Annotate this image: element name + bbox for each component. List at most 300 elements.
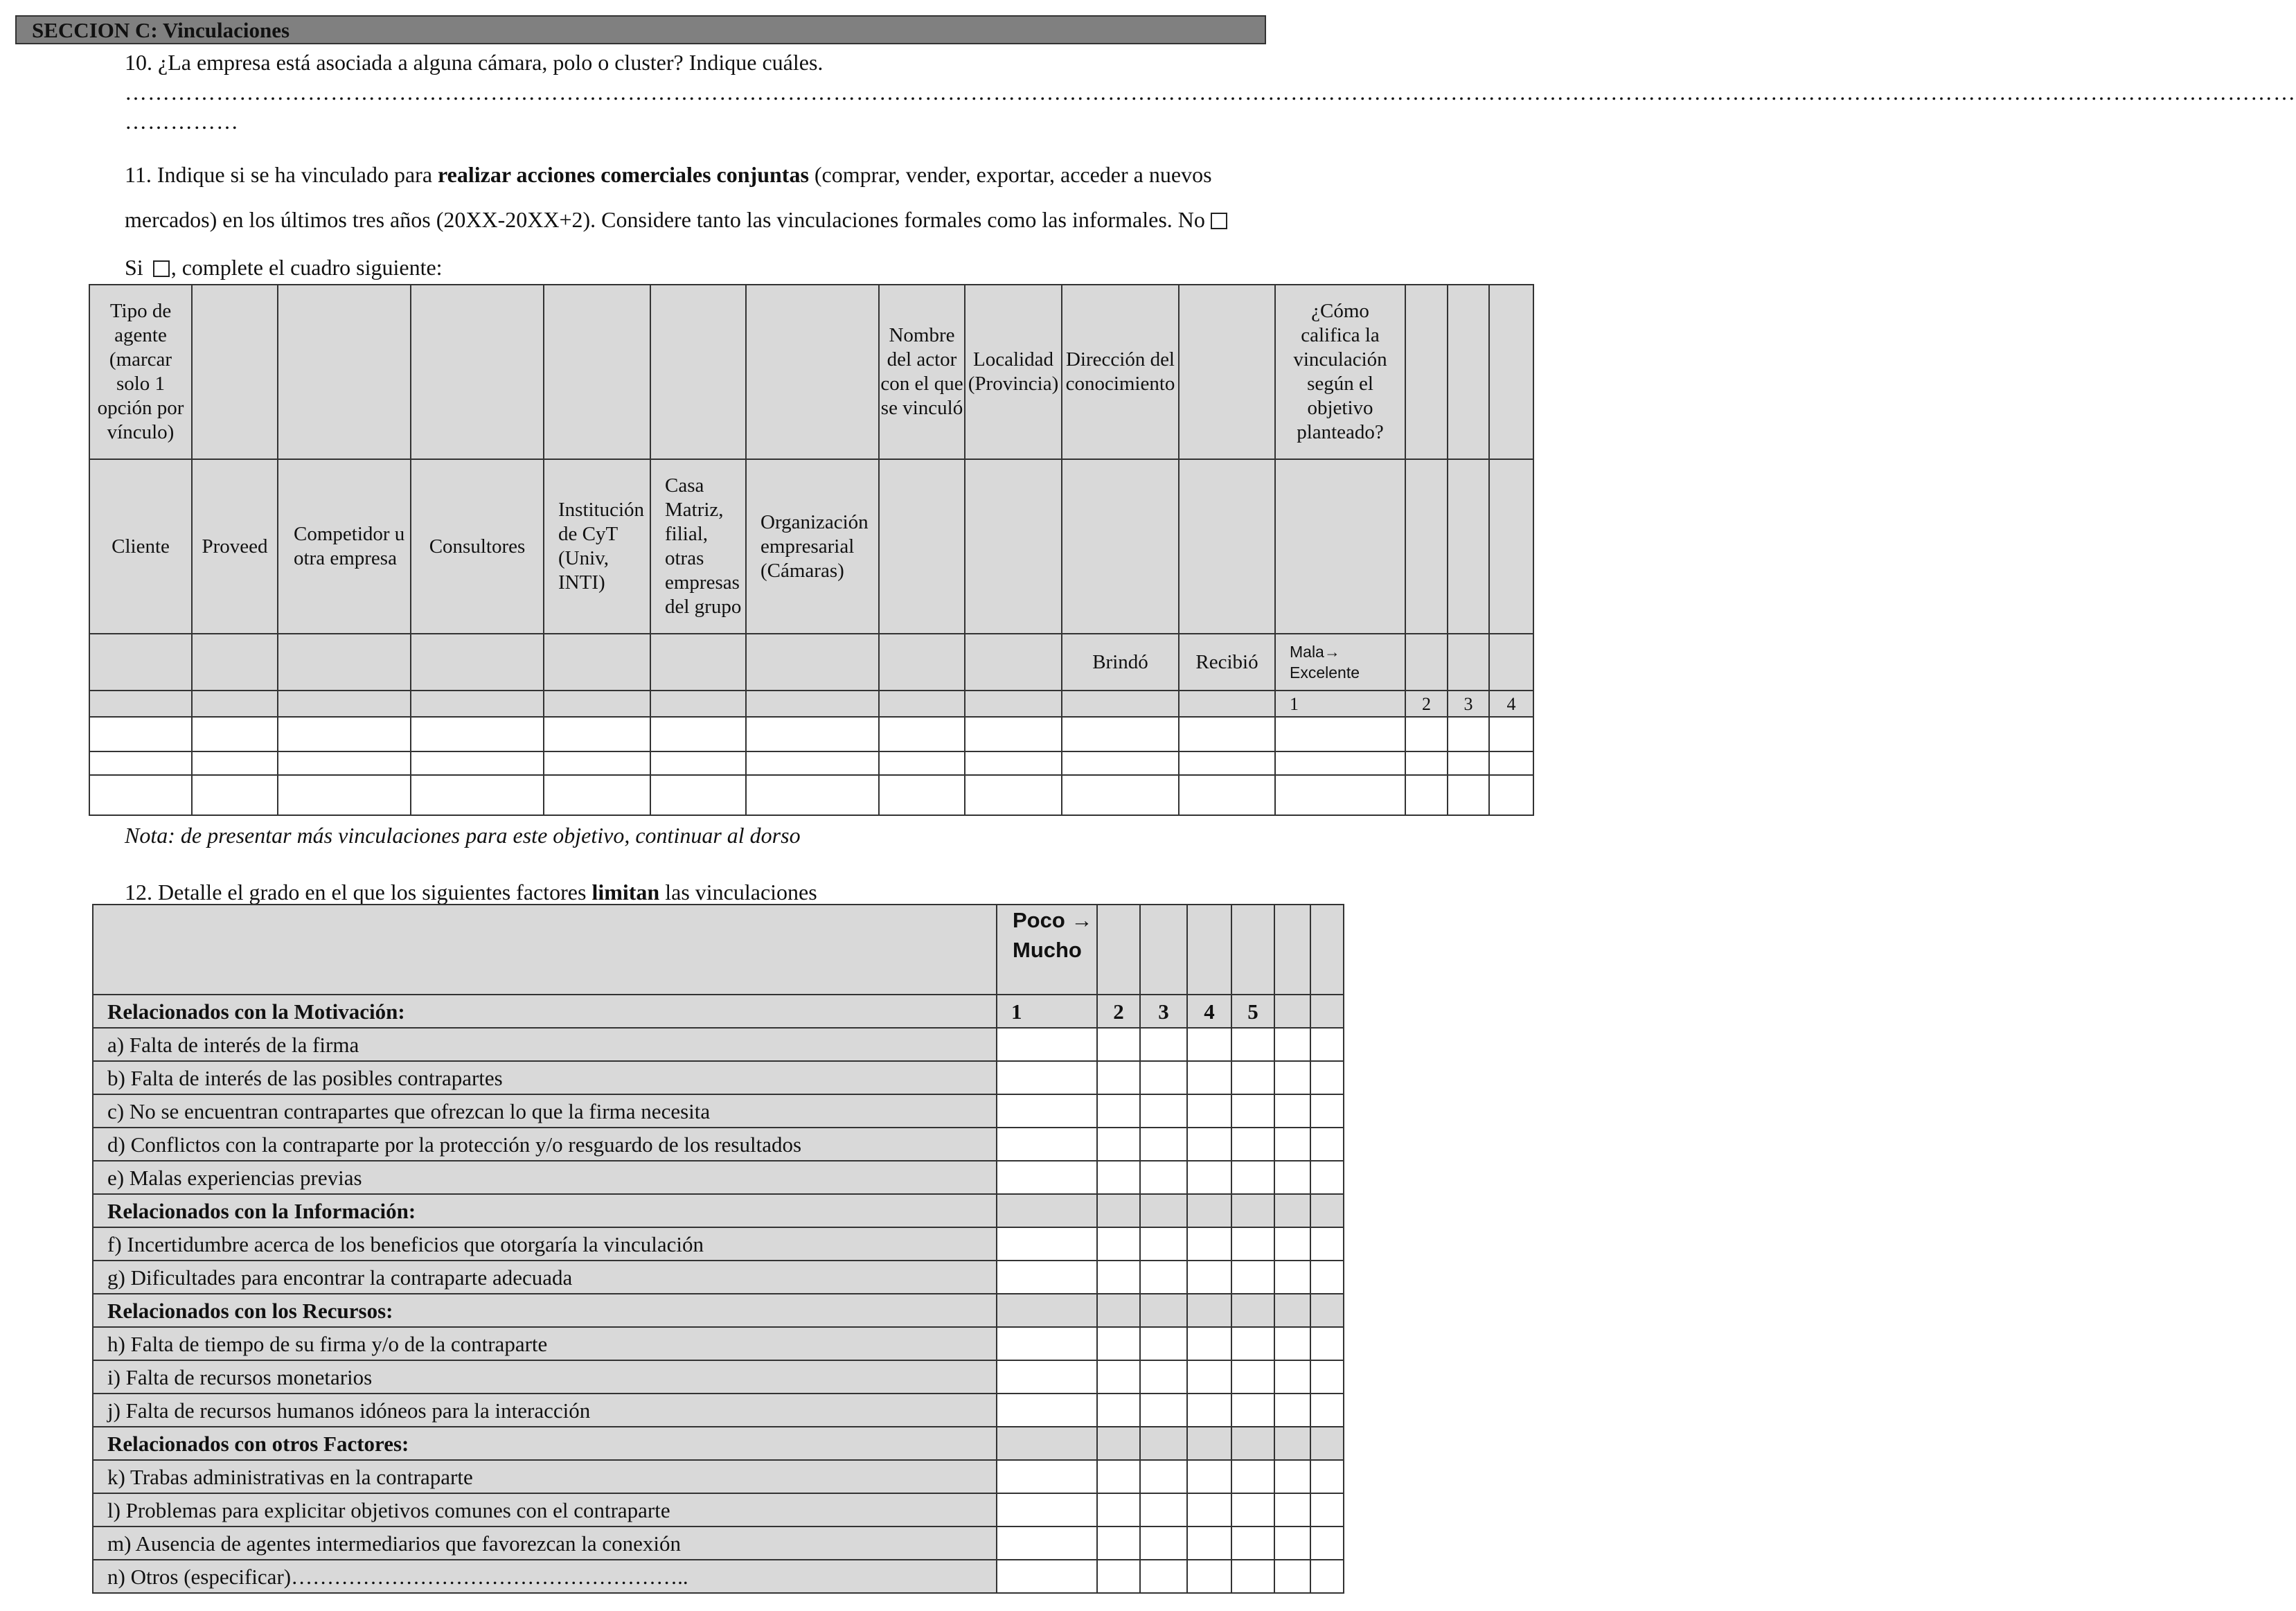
table-cell — [879, 634, 965, 691]
rating-cell[interactable] — [1140, 1493, 1187, 1527]
rating-cell[interactable] — [1310, 1161, 1344, 1194]
table-cell — [1231, 1427, 1274, 1460]
factor-label: k) Trabas administrativas en la contraparte — [93, 1460, 997, 1493]
vinculaciones-table — [89, 284, 1534, 816]
scale-1: 1 — [1275, 691, 1405, 717]
rating-cell[interactable] — [1310, 1327, 1344, 1360]
rating-cell[interactable] — [997, 1560, 1097, 1593]
factor-label: i) Falta de recursos monetarios — [93, 1360, 997, 1394]
table-cell — [544, 285, 650, 459]
agent-type-row — [89, 459, 1533, 634]
factor-row — [93, 1560, 1344, 1593]
factor-row — [93, 1527, 1344, 1560]
rating-cell[interactable] — [1231, 1161, 1274, 1194]
califica-header: ¿Cómo califica la vinculación según el objetivo planteado? — [1275, 285, 1405, 459]
agent-cliente: Cliente — [89, 459, 192, 634]
rating-cell[interactable] — [1097, 1560, 1140, 1593]
factor-label: g) Dificultades para encontrar la contraparte adecuada — [93, 1261, 997, 1294]
question-12-intro: 12. Detalle el grado en el que los siguientes factores — [125, 880, 592, 905]
table-cell — [1062, 691, 1179, 717]
agent-proveedor: Proveed — [192, 459, 278, 634]
rating-cell[interactable] — [1231, 1360, 1274, 1394]
table-cell — [746, 285, 879, 459]
rating-cell[interactable] — [1097, 1128, 1140, 1161]
rating-cell[interactable] — [1187, 1327, 1231, 1360]
table-cell — [1405, 634, 1448, 691]
rating-cell[interactable] — [1310, 1094, 1344, 1128]
rating-cell[interactable] — [1187, 1028, 1231, 1061]
answer-cell[interactable] — [879, 751, 965, 775]
table-cell — [1140, 1427, 1187, 1460]
table-cell — [1231, 905, 1274, 995]
answer-cell[interactable] — [1489, 717, 1533, 751]
scale-2: 2 — [1405, 691, 1448, 717]
answer-cell[interactable] — [879, 775, 965, 815]
answer-cell[interactable] — [650, 775, 746, 815]
factor-label: a) Falta de interés de la firma — [93, 1028, 997, 1061]
answer-cell[interactable] — [544, 717, 650, 751]
table-cell — [1140, 1194, 1187, 1227]
answer-cell[interactable] — [1275, 751, 1405, 775]
rating-cell[interactable] — [997, 1460, 1097, 1493]
answer-cell[interactable] — [89, 751, 192, 775]
rating-cell[interactable] — [1231, 1061, 1274, 1094]
rating-cell[interactable] — [1310, 1493, 1344, 1527]
rating-cell[interactable] — [1274, 1028, 1310, 1061]
answer-cell[interactable] — [192, 775, 278, 815]
table-cell — [1310, 1294, 1344, 1327]
nombre-actor-header: Nombre del actor con el que se vinculó — [879, 285, 965, 459]
rating-cell[interactable] — [997, 1128, 1097, 1161]
rating-cell[interactable] — [997, 1327, 1097, 1360]
table-cell — [997, 1294, 1097, 1327]
table-cell — [1274, 995, 1310, 1028]
answer-cell[interactable] — [746, 751, 879, 775]
rating-cell[interactable] — [1140, 1128, 1187, 1161]
answer-cell[interactable] — [411, 717, 544, 751]
factors-header-row — [93, 905, 1344, 995]
answer-cell[interactable] — [1489, 775, 1533, 815]
table-cell — [879, 459, 965, 634]
answer-cell[interactable] — [1179, 775, 1275, 815]
factor-label: m) Ausencia de agentes intermediarios que favorezcan la conexión — [93, 1527, 997, 1560]
table-cell — [1179, 691, 1275, 717]
factor-row — [93, 1094, 1344, 1128]
answer-cell[interactable] — [965, 775, 1062, 815]
agent-organizacion-empresarial: Organización empresarial (Cámaras) — [746, 459, 879, 634]
rating-cell[interactable] — [1187, 1560, 1231, 1593]
table-cell — [746, 691, 879, 717]
rating-cell[interactable] — [1187, 1128, 1231, 1161]
factor-label: d) Conflictos con la contraparte por la protección y/o resguardo de los resultados — [93, 1128, 997, 1161]
answer-cell[interactable] — [1448, 717, 1489, 751]
rating-cell[interactable] — [1274, 1560, 1310, 1593]
rating-cell[interactable] — [1097, 1327, 1140, 1360]
rating-cell[interactable] — [1231, 1527, 1274, 1560]
table-cell — [1179, 459, 1275, 634]
question-10-answer-line-2[interactable]: …………… — [125, 109, 239, 134]
answer-cell[interactable] — [965, 751, 1062, 775]
rating-cell[interactable] — [1140, 1028, 1187, 1061]
factor-category-row — [93, 1294, 1344, 1327]
factor-category-row — [93, 1427, 1344, 1460]
factor-label: j) Falta de recursos humanos idóneos para la interacción — [93, 1394, 997, 1427]
factor-row — [93, 1261, 1344, 1294]
question-12-emphasis: limitan — [591, 880, 660, 905]
answer-cell[interactable] — [89, 775, 192, 815]
table-cell — [544, 691, 650, 717]
rating-cell[interactable] — [1310, 1360, 1344, 1394]
rating-cell[interactable] — [1231, 1227, 1274, 1261]
rating-cell[interactable] — [1274, 1327, 1310, 1360]
scale-3: 3 — [1140, 995, 1187, 1028]
rating-cell[interactable] — [997, 1161, 1097, 1194]
rating-cell[interactable] — [1187, 1094, 1231, 1128]
table-cell — [1489, 634, 1533, 691]
table-cell — [1140, 905, 1187, 995]
rating-cell[interactable] — [1097, 1527, 1140, 1560]
rating-cell[interactable] — [1231, 1460, 1274, 1493]
table-cell — [1274, 1294, 1310, 1327]
rating-cell[interactable] — [1310, 1394, 1344, 1427]
answer-cell[interactable] — [1448, 751, 1489, 775]
rating-cell[interactable] — [1274, 1527, 1310, 1560]
rating-cell[interactable] — [1187, 1394, 1231, 1427]
agent-competidor: Competidor u otra empresa — [278, 459, 411, 634]
rating-cell[interactable] — [997, 1094, 1097, 1128]
rating-cell[interactable] — [1187, 1527, 1231, 1560]
localidad-header: Localidad (Provincia) — [965, 285, 1062, 459]
rating-cell[interactable] — [1140, 1560, 1187, 1593]
table-cell — [89, 691, 192, 717]
factor-category-label: Relacionados con la Motivación: — [93, 995, 997, 1028]
table-cell — [1448, 634, 1489, 691]
si-checkbox[interactable] — [153, 260, 170, 277]
answer-cell[interactable] — [746, 775, 879, 815]
answer-cell[interactable] — [1062, 717, 1179, 751]
brindo-header: Brindó — [1062, 634, 1179, 691]
rating-cell[interactable] — [1187, 1227, 1231, 1261]
rating-cell[interactable] — [1274, 1360, 1310, 1394]
table-cell — [93, 905, 997, 995]
rating-cell[interactable] — [1274, 1227, 1310, 1261]
table-cell — [1448, 285, 1489, 459]
factor-label: c) No se encuentran contrapartes que ofrezcan lo que la firma necesita — [93, 1094, 997, 1128]
rating-cell[interactable] — [997, 1493, 1097, 1527]
answer-cell[interactable] — [278, 751, 411, 775]
factor-category-label: Relacionados con los Recursos: — [93, 1294, 997, 1327]
table-cell — [1448, 459, 1489, 634]
answer-cell[interactable] — [1489, 751, 1533, 775]
table-cell — [411, 634, 544, 691]
rating-cell[interactable] — [1231, 1493, 1274, 1527]
answer-cell[interactable] — [411, 775, 544, 815]
question-10-text: 10. ¿La empresa está asociada a alguna cámara, polo o cluster? Indique cuáles. — [125, 50, 824, 75]
table-cell — [1310, 905, 1344, 995]
question-10-answer-line-1[interactable]: …………………………………………………………………………………………………………………………………………………………………………………………………………………………………………………………… — [125, 80, 2296, 105]
rating-cell[interactable] — [1310, 1061, 1344, 1094]
no-checkbox[interactable] — [1211, 213, 1227, 229]
rating-cell[interactable] — [1231, 1128, 1274, 1161]
table-cell — [879, 691, 965, 717]
answer-cell[interactable] — [1275, 717, 1405, 751]
table-cell — [278, 285, 411, 459]
answer-cell[interactable] — [192, 717, 278, 751]
agent-consultores: Consultores — [411, 459, 544, 634]
table-cell — [1097, 1427, 1140, 1460]
table-cell — [411, 691, 544, 717]
factor-row — [93, 1327, 1344, 1360]
factor-row — [93, 1493, 1344, 1527]
rating-cell[interactable] — [1274, 1094, 1310, 1128]
rating-cell[interactable] — [997, 1028, 1097, 1061]
rating-cell[interactable] — [1187, 1061, 1231, 1094]
table-cell — [650, 285, 746, 459]
answer-row[interactable] — [89, 717, 1533, 751]
answer-cell[interactable] — [411, 751, 544, 775]
table-cell — [278, 691, 411, 717]
factor-label: f) Incertidumbre acerca de los beneficios que otorgaría la vinculación — [93, 1227, 997, 1261]
table-cell — [1097, 905, 1140, 995]
table-cell — [1489, 459, 1533, 634]
rating-cell[interactable] — [1187, 1460, 1231, 1493]
rating-cell[interactable] — [1140, 1527, 1187, 1560]
question-12-title — [125, 878, 817, 906]
rating-cell[interactable] — [1140, 1161, 1187, 1194]
table-cell — [192, 285, 278, 459]
answer-cell[interactable] — [1405, 717, 1448, 751]
answer-row[interactable] — [89, 751, 1533, 775]
rating-cell[interactable] — [1274, 1394, 1310, 1427]
question-11-line-3 — [125, 253, 443, 281]
table-cell — [1405, 285, 1448, 459]
rating-cell[interactable] — [1140, 1094, 1187, 1128]
factor-category-row — [93, 1194, 1344, 1227]
rating-cell[interactable] — [1231, 1261, 1274, 1294]
rating-cell[interactable] — [1310, 1460, 1344, 1493]
answer-cell[interactable] — [1179, 751, 1275, 775]
table-cell — [1231, 1294, 1274, 1327]
answer-cell[interactable] — [650, 751, 746, 775]
rating-cell[interactable] — [1140, 1061, 1187, 1094]
factor-label: h) Falta de tiempo de su firma y/o de la contraparte — [93, 1327, 997, 1360]
rating-cell[interactable] — [1231, 1094, 1274, 1128]
answer-cell[interactable] — [1448, 775, 1489, 815]
direction-row — [89, 634, 1533, 691]
table-cell — [650, 634, 746, 691]
factor-row — [93, 1460, 1344, 1493]
rating-cell[interactable] — [1097, 1460, 1140, 1493]
table-cell — [1187, 1194, 1231, 1227]
factor-label: e) Malas experiencias previas — [93, 1161, 997, 1194]
table-cell — [1310, 1427, 1344, 1460]
rating-cell[interactable] — [997, 1261, 1097, 1294]
answer-cell[interactable] — [1062, 775, 1179, 815]
answer-cell[interactable] — [192, 751, 278, 775]
table-cell — [1140, 1294, 1187, 1327]
table-header-row — [89, 285, 1533, 459]
scale-5: 5 — [1231, 995, 1274, 1028]
answer-cell[interactable] — [1062, 751, 1179, 775]
rating-cell[interactable] — [1097, 1493, 1140, 1527]
rating-cell[interactable] — [1231, 1028, 1274, 1061]
table-cell — [965, 691, 1062, 717]
answer-cell[interactable] — [1405, 751, 1448, 775]
rating-cell[interactable] — [1274, 1161, 1310, 1194]
rating-cell[interactable] — [1097, 1227, 1140, 1261]
factor-row — [93, 1227, 1344, 1261]
direccion-header: Dirección del conocimiento — [1062, 285, 1179, 459]
factor-label: n) Otros (especificar)……………………………………………….. — [93, 1560, 997, 1593]
table-cell — [1097, 1294, 1140, 1327]
table-cell — [1062, 459, 1179, 634]
answer-cell[interactable] — [965, 717, 1062, 751]
rating-cell[interactable] — [1097, 1061, 1140, 1094]
rating-cell[interactable] — [1310, 1560, 1344, 1593]
table-cell — [1310, 995, 1344, 1028]
poco-mucho-header: Poco → Mucho — [997, 905, 1097, 995]
rating-cell[interactable] — [1140, 1460, 1187, 1493]
rating-cell[interactable] — [1231, 1560, 1274, 1593]
table-cell — [965, 459, 1062, 634]
answer-cell[interactable] — [544, 751, 650, 775]
answer-cell[interactable] — [746, 717, 879, 751]
answer-cell[interactable] — [89, 717, 192, 751]
answer-cell[interactable] — [650, 717, 746, 751]
factor-category-row — [93, 995, 1344, 1028]
rating-cell[interactable] — [997, 1394, 1097, 1427]
table-note: Nota: de presentar más vinculaciones para este objetivo, continuar al dorso — [125, 823, 801, 848]
factor-row — [93, 1028, 1344, 1061]
rating-cell[interactable] — [1187, 1161, 1231, 1194]
question-11-line-1 — [125, 161, 1212, 188]
rating-cell[interactable] — [1140, 1360, 1187, 1394]
table-cell — [1231, 1194, 1274, 1227]
question-11-period-text: mercados) en los últimos tres años (20XX-20XX+2). Considere tanto las vinculaciones formales como las informales. No — [125, 207, 1205, 232]
table-cell — [1187, 1294, 1231, 1327]
tipo-agente-header: Tipo de agente (marcar solo 1 opción por vínculo) — [89, 285, 192, 459]
answer-cell[interactable] — [1405, 775, 1448, 815]
table-cell — [997, 1427, 1097, 1460]
factor-row — [93, 1061, 1344, 1094]
factor-row — [93, 1394, 1344, 1427]
agent-casa-matriz: Casa Matriz, filial, otras empresas del grupo — [650, 459, 746, 634]
table-cell — [650, 691, 746, 717]
rating-cell[interactable] — [1274, 1061, 1310, 1094]
rating-cell[interactable] — [1187, 1493, 1231, 1527]
question-11-emphasis: realizar acciones comerciales conjuntas — [438, 162, 809, 187]
scale-1: 1 — [997, 995, 1097, 1028]
table-cell — [1310, 1194, 1344, 1227]
rating-cell[interactable] — [1274, 1460, 1310, 1493]
factor-row — [93, 1360, 1344, 1394]
recibio-header: Recibió — [1179, 634, 1275, 691]
section-title: SECCION C: Vinculaciones — [15, 15, 1266, 44]
table-cell — [89, 634, 192, 691]
factor-category-label: Relacionados con otros Factores: — [93, 1427, 997, 1460]
table-cell — [192, 691, 278, 717]
table-cell — [1405, 459, 1448, 634]
scale-4: 4 — [1489, 691, 1533, 717]
rating-cell[interactable] — [997, 1061, 1097, 1094]
table-cell — [746, 634, 879, 691]
rating-cell[interactable] — [1310, 1128, 1344, 1161]
rating-cell[interactable] — [1274, 1128, 1310, 1161]
rating-cell[interactable] — [1097, 1028, 1140, 1061]
si-label: Si — [125, 255, 143, 280]
agent-institucion-cyt: Institución de CyT (Univ, INTI) — [544, 459, 650, 634]
rating-cell[interactable] — [1231, 1327, 1274, 1360]
rating-cell[interactable] — [1187, 1360, 1231, 1394]
rating-cell[interactable] — [1274, 1493, 1310, 1527]
factor-category-label: Relacionados con la Información: — [93, 1194, 997, 1227]
table-cell — [1274, 1427, 1310, 1460]
table-cell — [1275, 459, 1405, 634]
rating-cell[interactable] — [997, 1527, 1097, 1560]
answer-cell[interactable] — [1275, 775, 1405, 815]
rating-cell[interactable] — [997, 1360, 1097, 1394]
rating-cell[interactable] — [1140, 1327, 1187, 1360]
answer-cell[interactable] — [278, 775, 411, 815]
factor-row — [93, 1128, 1344, 1161]
table-cell — [1274, 1194, 1310, 1227]
rating-cell[interactable] — [1310, 1261, 1344, 1294]
rating-cell[interactable] — [997, 1227, 1097, 1261]
factor-label: l) Problemas para explicitar objetivos comunes con el contraparte — [93, 1493, 997, 1527]
rating-cell[interactable] — [1274, 1261, 1310, 1294]
table-cell — [1489, 285, 1533, 459]
table-cell — [278, 634, 411, 691]
rating-cell[interactable] — [1140, 1261, 1187, 1294]
answer-cell[interactable] — [1179, 717, 1275, 751]
rating-cell[interactable] — [1097, 1394, 1140, 1427]
table-cell — [997, 1194, 1097, 1227]
mala-excelente-label: Mala→ Excelente — [1275, 634, 1405, 691]
answer-row[interactable] — [89, 775, 1533, 815]
rating-cell[interactable] — [1310, 1028, 1344, 1061]
scale-row — [89, 691, 1533, 717]
rating-cell[interactable] — [1140, 1227, 1187, 1261]
table-cell — [544, 634, 650, 691]
question-12-end: las vinculaciones — [659, 880, 817, 905]
rating-cell[interactable] — [1310, 1227, 1344, 1261]
limiting-factors-table — [92, 904, 1344, 1594]
rating-cell[interactable] — [1231, 1394, 1274, 1427]
scale-4: 4 — [1187, 995, 1231, 1028]
rating-cell[interactable] — [1187, 1261, 1231, 1294]
table-cell — [1187, 1427, 1231, 1460]
scale-2: 2 — [1097, 995, 1140, 1028]
table-cell — [1187, 905, 1231, 995]
answer-cell[interactable] — [278, 717, 411, 751]
question-11-examples: (comprar, vender, exportar, acceder a nuevos — [808, 162, 1212, 187]
table-cell — [192, 634, 278, 691]
table-cell — [1179, 285, 1275, 459]
rating-cell[interactable] — [1097, 1094, 1140, 1128]
answer-cell[interactable] — [879, 717, 965, 751]
table-cell — [965, 634, 1062, 691]
rating-cell[interactable] — [1310, 1527, 1344, 1560]
rating-cell[interactable] — [1097, 1161, 1140, 1194]
table-cell — [1097, 1194, 1140, 1227]
answer-cell[interactable] — [544, 775, 650, 815]
question-11-intro: 11. Indique si se ha vinculado para — [125, 162, 438, 187]
rating-cell[interactable] — [1097, 1261, 1140, 1294]
rating-cell[interactable] — [1140, 1394, 1187, 1427]
table-cell — [1274, 905, 1310, 995]
rating-cell[interactable] — [1097, 1360, 1140, 1394]
factor-label: b) Falta de interés de las posibles contrapartes — [93, 1061, 997, 1094]
